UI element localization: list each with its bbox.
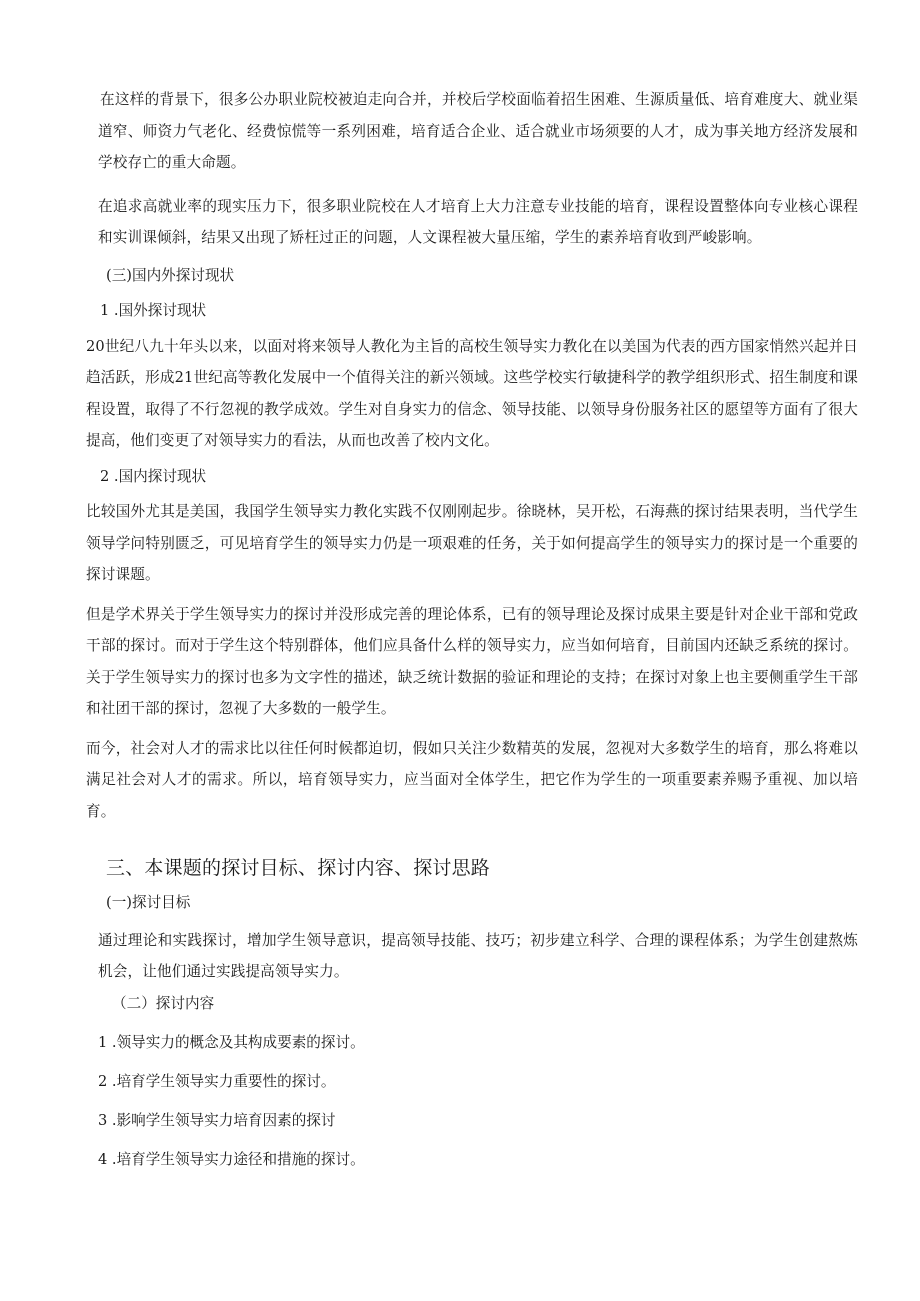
domestic-status-paragraph-1: 比较国外尤其是美国，我国学生领导实力教化实践不仅刚刚起步。徐晓林，吴开松，石海燕的探讨结果表明，当代学生领导学问特别匮乏，可见培育学生的领导实力仍是一项艰难的任务，关于如何提高学生的领导实力的探讨是一个重要的探讨课题。 [86, 503, 858, 583]
foreign-status-paragraph: 20世纪八九十年头以来，以面对将来领导人教化为主旨的高校生领导实力教化在以美国为代表的西方国家悄然兴起并日趋活跃，形成21世纪高等教化发展中一个值得关注的新兴领域。这些学校实行敏捷科学的教学组织形式、招生制度和课程设置，取得了不行忽视的教学成效。学生对自身实力的信念、领导技能、以领导身份服务社区的愿望等方面有了很大提高，他们变更了对领导实力的看法，从而也改善了校内文化。 [86, 337, 858, 449]
domestic-status-paragraph-3: 而今，社会对人才的需求比以往任何时候都迫切，假如只关注少数精英的发展，忽视对大多数学生的培育，那么将难以满足社会对人才的需求。所以，培育领导实力，应当面对全体学生，把它作为学生的一项重要素养赐予重视、加以培育。 [86, 739, 858, 820]
domestic-status-paragraph-2: 但是学术界关于学生领导实力的探讨并没形成完善的理论体系，已有的领导理论及探讨成果主要是针对企业干部和党政干部的探讨。而对于学生这个特别群体，他们应具备什么样的领导实力，应当如何培育，目前国内还缺乏系统的探讨。关于学生领导实力的探讨也多为文字性的描述，缺乏统计数据的验证和理论的支持；在探讨对象上也主要侧重学生干部和社团干部的探讨，忽视了大多数的一般学生。 [86, 605, 858, 717]
content-list-item: 3 .影响学生领导实力培育因素的探讨 [98, 1112, 336, 1129]
goal-paragraph: 通过理论和实践探讨，增加学生领导意识，提高领导技能、技巧；初步建立科学、合理的课程体系；为学生创建熬炼机会，让他们通过实践提高领导实力。 [98, 931, 858, 980]
content-list-item: 2 .培育学生领导实力重要性的探讨。 [98, 1073, 336, 1090]
document-page [86, 84, 858, 1170]
subsection-heading-domestic: 2 .国内探讨现状 [100, 467, 207, 485]
intro-paragraph-1: 在这样的背景下，很多公办职业院校被迫走向合并，并校后学校面临着招生困难、生源质量低、培育难度大、就业渠道窄、师资力气老化、经费惊慌等一系列困难，培育适合企业、适合就业市场须要的人才，成为事关地方经济发展和学校存亡的重大命题。 [98, 91, 858, 171]
subsection-heading-foreign: 1 .国外探讨现状 [100, 302, 207, 319]
content-list-item: 4 .培育学生领导实力途径和措施的探讨。 [98, 1151, 365, 1168]
content-list-item: 1 .领导实力的概念及其构成要素的探讨。 [98, 1034, 365, 1051]
content-heading: （二）探讨内容 [112, 994, 215, 1012]
section-heading-current-status: (三)国内外探讨现状 [106, 266, 235, 284]
chapter-heading: 三、本课题的探讨目标、探讨内容、探讨思路 [106, 857, 491, 879]
intro-paragraph-2: 在追求高就业率的现实压力下，很多职业院校在人才培育上大力注意专业技能的培育，课程设置整体向专业核心课程和实训课倾斜，结果又出现了矫枉过正的问题，人文课程被大量压缩，学生的素养培育收到严峻影响。 [98, 197, 858, 246]
content-list [98, 1033, 858, 1170]
goal-heading: (一)探讨目标 [106, 894, 191, 911]
